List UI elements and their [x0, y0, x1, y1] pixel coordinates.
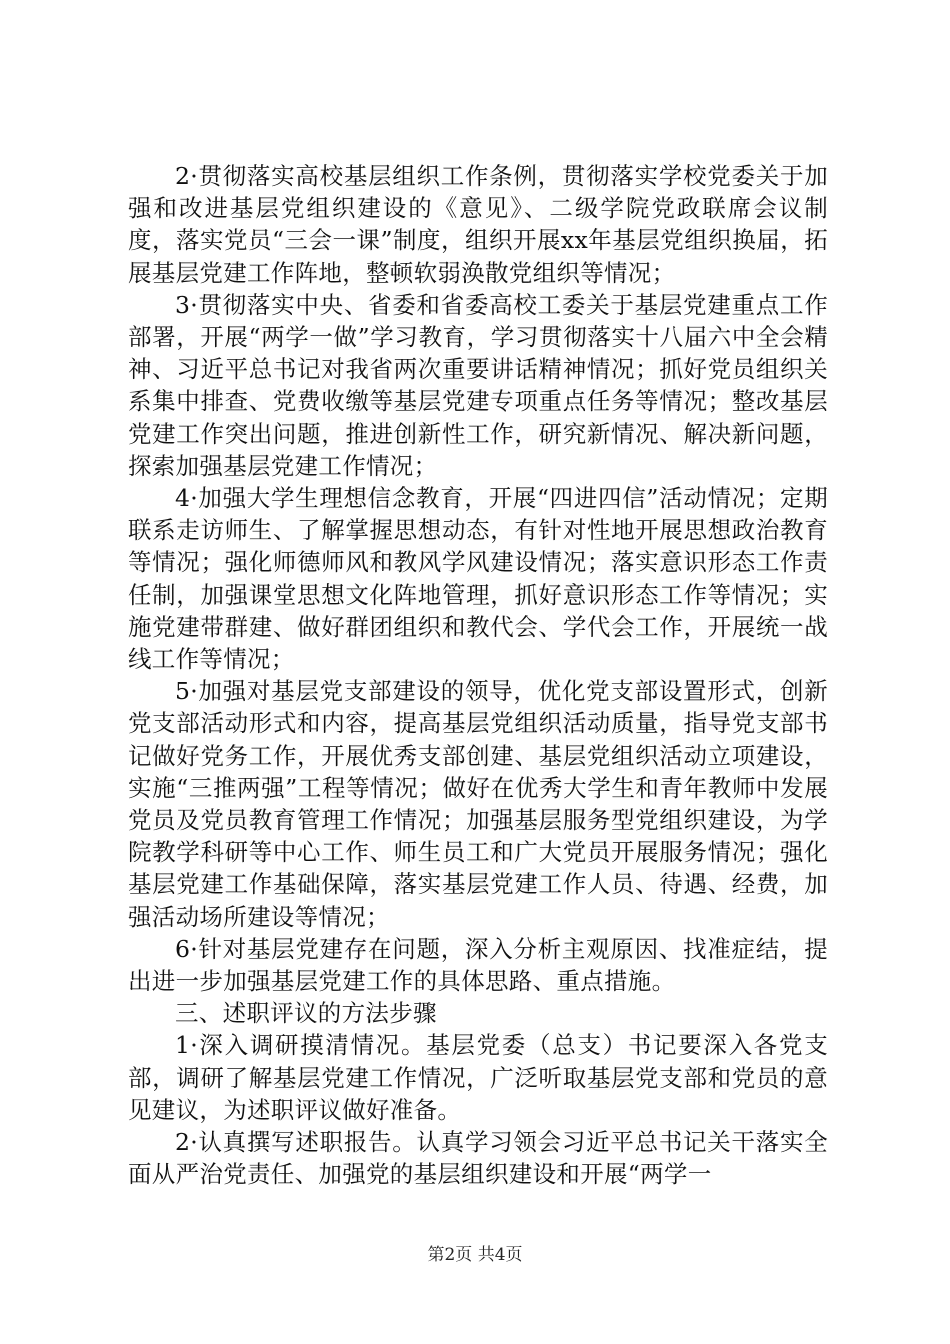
- paragraph-item-5: 5·加强对基层党支部建设的领导，优化党支部设置形式，创新党支部活动形式和内容，提高基层党组织活动质量，指导党支部书记做好党务工作，开展优秀支部创建、基层党组织活动立项建设，实施“三推两强”工程等情况；做好在优秀大学生和青年教师中发展党员及党员教育管理工作情况；加强基层服务型党组织建设，为学院教学科研等中心工作、师生员工和广大党员开展服务情况；强化基层党建工作基础保障，落实基层党建工作人员、待遇、经费，加强活动场所建设等情况；: [128, 677, 828, 931]
- paragraph-item-2: 2·贯彻落实高校基层组织工作条例，贯彻落实学校党委关于加强和改进基层党组织建设的《意见》、二级学院党政联席会议制度，落实党员“三会一课”制度，组织开展xx年基层党组织换届，拓展基层党建工作阵地，整顿软弱涣散党组织等情况；: [128, 162, 828, 287]
- page-number-footer: 第2页 共4页: [427, 1245, 523, 1265]
- paragraph-item-4: 4·加强大学生理想信念教育，开展“四进四信”活动情况；定期联系走访师生、了解掌握思想动态，有针对性地开展思想政治教育等情况；强化师德师风和教风学风建设情况；落实意识形态工作责任制，加强课堂思想文化阵地管理，抓好意识形态工作等情况；实施党建带群建、做好群团组织和教代会、学代会工作，开展统一战线工作等情况；: [128, 484, 828, 674]
- paragraph-item-3: 3·贯彻落实中央、省委和省委高校工委关于基层党建重点工作部署，开展“两学一做”学习教育，学习贯彻落实十八届六中全会精神、习近平总书记对我省两次重要讲话精神情况；抓好党员组织关系集中排查、党费收缴等基层党建专项重点任务等情况；整改基层党建工作突出问题，推进创新性工作，研究新情况、解决新问题，探索加强基层党建工作情况；: [128, 290, 828, 480]
- section-paragraph-1: 1·深入调研摸清情况。基层党委（总支）书记要深入各党支部，调研了解基层党建工作情况，广泛听取基层党支部和党员的意见建议，为述职评议做好准备。: [128, 1031, 828, 1124]
- section-paragraph-2: 2·认真撰写述职报告。认真学习领会习近平总书记关干落实全面从严治党责任、加强党的基层组织建设和开展“两学一: [128, 1128, 828, 1189]
- document-body: [128, 160, 828, 1191]
- section-heading: 三、述职评议的方法步骤: [175, 999, 437, 1028]
- paragraph-item-6: 6·针对基层党建存在问题，深入分析主观原因、找准症结，提出进一步加强基层党建工作的具体思路、重点措施。: [128, 934, 828, 996]
